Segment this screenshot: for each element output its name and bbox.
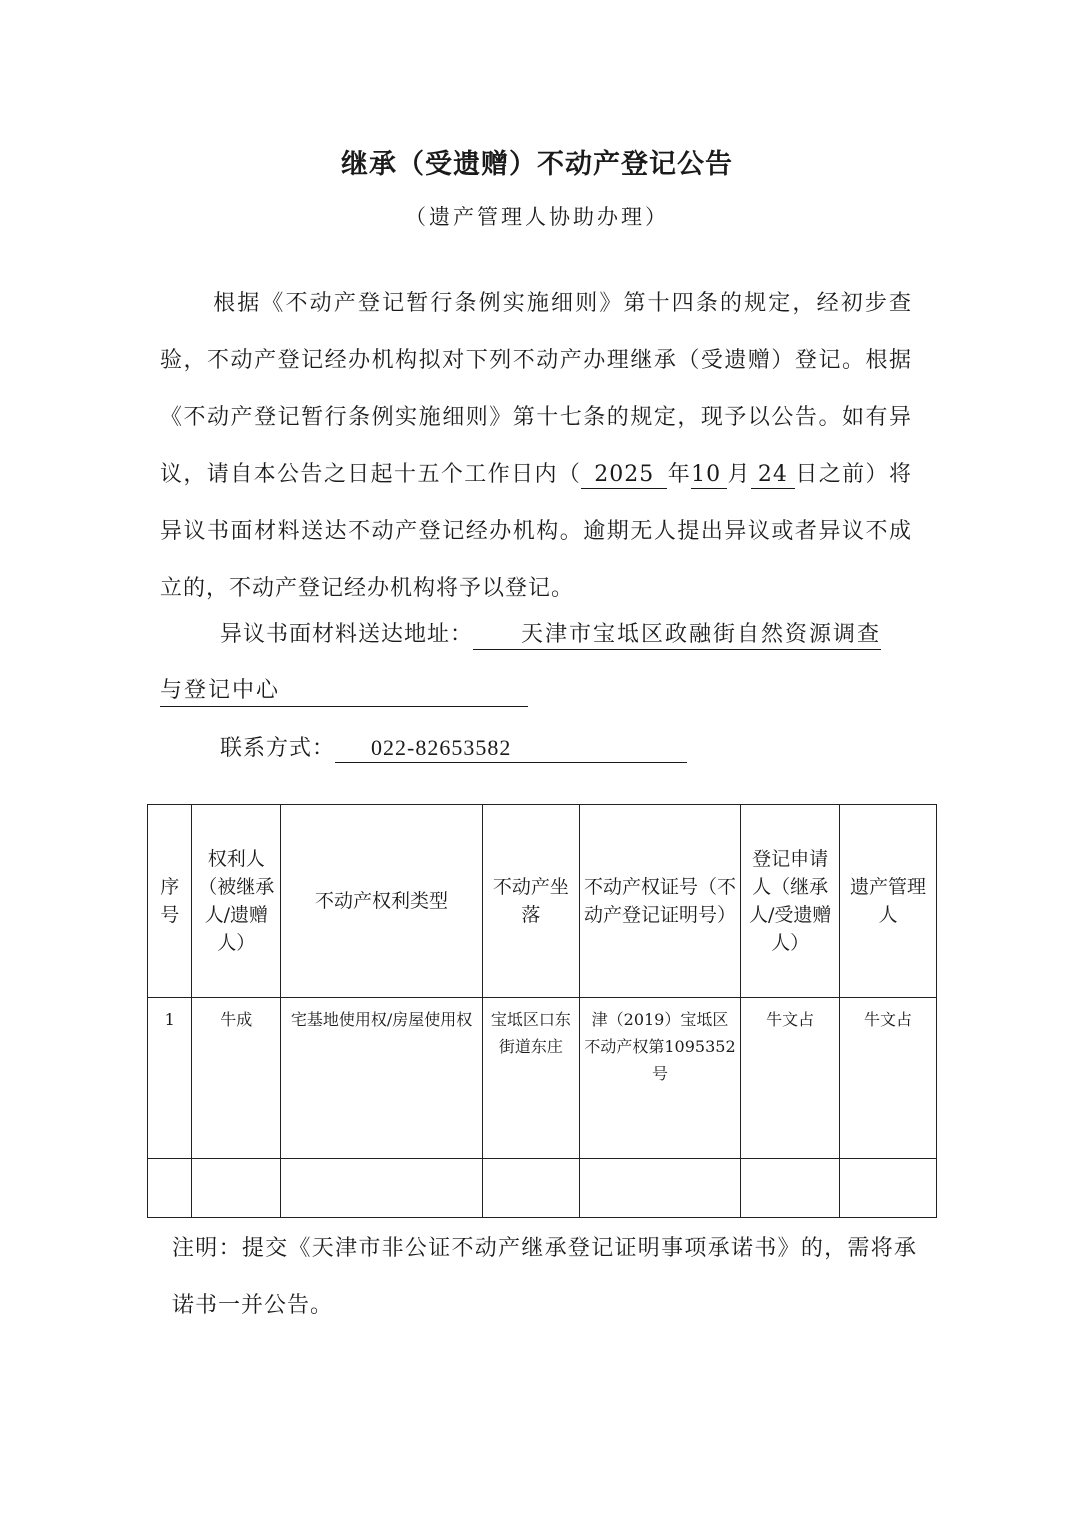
- cell-rights-type: [281, 1159, 483, 1218]
- document-title: 继承（受遗赠）不动产登记公告: [341, 149, 733, 180]
- paragraph-text-after-date: 日之前）将异议书面材料送达不动产登记经办机构。逾期无人提出异议或者异议不成立的，不动产登记经办机构将予以登记。: [160, 462, 912, 601]
- deadline-day: 24: [751, 462, 795, 489]
- address-line: [220, 617, 881, 650]
- cell-location: 宝坻区口东街道东庄: [482, 998, 579, 1159]
- table-row: [148, 1159, 937, 1218]
- contact-value: 022-82653582: [335, 734, 687, 763]
- table-header-row: [148, 805, 937, 998]
- header-applicant: 登记申请人（继承人/受遗赠人）: [741, 805, 840, 998]
- year-char: 年: [667, 462, 692, 487]
- header-rights-type: 不动产权利类型: [281, 805, 483, 998]
- header-certificate-no: 不动产权证号（不动产登记证明号）: [579, 805, 740, 998]
- header-seq: 序号: [148, 805, 192, 998]
- deadline-year: 2025: [581, 462, 667, 489]
- cell-rights-holder: [192, 1159, 281, 1218]
- cell-rights-holder: 牛成: [192, 998, 281, 1159]
- header-rights-holder: 权利人（被继承人/遗赠人）: [192, 805, 281, 998]
- address-value-line1: 天津市宝坻区政融街自然资源调查: [473, 621, 881, 650]
- registration-table: [147, 804, 937, 1218]
- deadline-month: 10: [691, 462, 727, 489]
- header-location: 不动产坐落: [482, 805, 579, 998]
- cell-applicant: 牛文占: [741, 998, 840, 1159]
- cell-rights-type: 宅基地使用权/房屋使用权: [281, 998, 483, 1159]
- document-subtitle: （遗产管理人协助办理）: [405, 205, 669, 229]
- cell-estate-administrator: [840, 1159, 937, 1218]
- announcement-paragraph: [160, 275, 912, 617]
- contact-line: [220, 731, 687, 763]
- month-char: 月: [727, 462, 751, 487]
- paragraph-text-before-date: 根据《不动产登记暂行条例实施细则》第十四条的规定，经初步查验，不动产登记经办机构拟对下列不动产办理继承（受遗赠）登记。根据《不动产登记暂行条例实施细则》第十七条的规定，现予以公告。如有异议，请自本公告之日起十五个工作日内（: [160, 291, 912, 487]
- contact-label: 联系方式：: [220, 736, 336, 761]
- cell-certificate-no: [579, 1159, 740, 1218]
- address-label: 异议书面材料送达地址：: [220, 622, 474, 647]
- footnote: 注明：提交《天津市非公证不动产继承登记证明事项承诺书》的，需将承诺书一并公告。: [172, 1236, 917, 1318]
- cell-applicant: [741, 1159, 840, 1218]
- header-estate-administrator: 遗产管理人: [840, 805, 937, 998]
- cell-estate-administrator: 牛文占: [840, 998, 937, 1159]
- cell-certificate-no: 津（2019）宝坻区不动产权第1095352号: [579, 998, 740, 1159]
- cell-seq: 1: [148, 998, 192, 1159]
- table-row: [148, 998, 937, 1159]
- cell-location: [482, 1159, 579, 1218]
- cell-seq: [148, 1159, 192, 1218]
- address-value-line2: 与登记中心: [160, 676, 528, 707]
